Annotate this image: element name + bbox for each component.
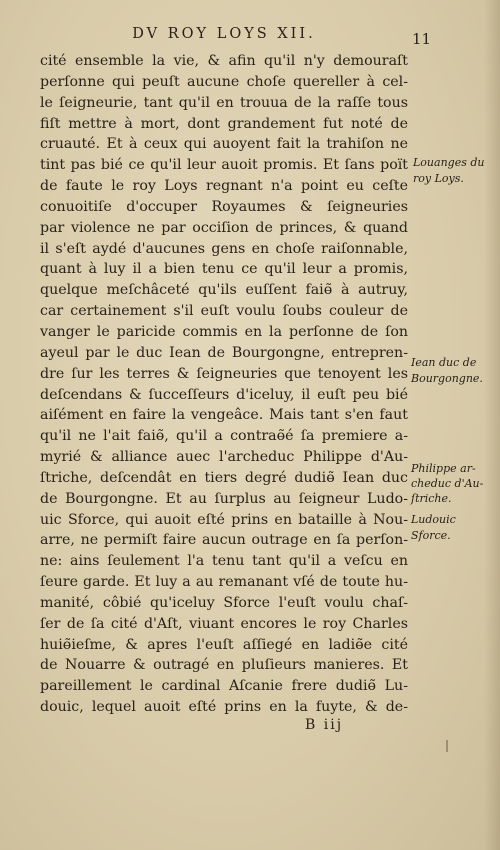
margin-note: ſtriche. (411, 492, 452, 505)
text-line: douic, lequel auoit eſté prins en la fuyte, & de- (40, 699, 408, 716)
text-line: perſonne qui peuſt aucune choſe quereller à cel- (40, 73, 408, 90)
folio-number: 11 (412, 30, 432, 48)
text-line: manité, côbié qu'iceluy Sforce l'euſt voulu chaſ- (40, 594, 408, 611)
margin-note: Iean duc de (411, 356, 477, 369)
text-line: myrié & alliance auec l'archeduc Philippe d'Au- (40, 449, 408, 466)
text-line: ayeul par le duc Iean de Bourgongne, entrepren- (40, 344, 408, 361)
text-line: ſeure garde. Et luy a au remanant vſé de toute hu- (40, 574, 408, 591)
text-line: ne: ains ſeulement l'a tenu tant qu'il a veſcu en (40, 553, 408, 570)
catchword: B iij (305, 717, 344, 733)
running-title: DV ROY LOYS XII. (132, 26, 316, 42)
text-line: tint pas bié ce qu'il leur auoit promis. Et ſans poït (40, 157, 408, 174)
text-line: aiſément en faire la vengeâce. Mais tant s'en faut (40, 407, 408, 424)
text-line: le ſeigneurie, tant qu'il en trouua de la raſſe tous (40, 94, 408, 111)
text-line: ſtriche, deſcendât en tiers degré dudiɵ̃ Iean duc (40, 469, 408, 486)
text-line: arre, ne permiſt faire aucun outrage en ſa perſon- (40, 532, 408, 549)
page-smudge (446, 740, 448, 752)
margin-note: Sforce. (411, 529, 451, 542)
text-line: de faute le roy Loys regnant n'a point eu ceſte (40, 178, 408, 195)
text-line: cité ensemble la vie, & afin qu'il n'y demouraſt (40, 53, 408, 69)
text-line: quant à luy il a bien tenu ce qu'il leur a promis, (40, 261, 408, 278)
text-line: de Bourgongne. Et au ſurplus au ſeigneur Ludo- (40, 490, 408, 507)
body-text (40, 51, 408, 718)
text-line: par violence ne par occiſion de princes, & quand (40, 219, 408, 236)
text-line: fiſt mettre à mort, dont grandement fut noté de (40, 115, 408, 132)
text-line: ſer de ſa cité d'Aſt, viuant encores le roy Charles (40, 615, 408, 632)
margin-note: cheduc d'Au- (411, 477, 484, 490)
text-line: uic Sforce, qui auoit eſté prins en bataille à Nou- (40, 511, 408, 528)
page-gutter-shadow (484, 0, 500, 850)
margin-note: Louanges du (413, 156, 485, 169)
margin-note: Philippe ar- (411, 462, 476, 475)
text-line: il s'eſt aydé d'aucunes gens en choſe raiſonnable, (40, 240, 408, 257)
text-line: car certainement s'il euſt voulu ſoubs couleur de (40, 303, 408, 320)
text-line: quelque meſchâceté qu'ils euſſent faiɵ̃ à autruy, (40, 282, 408, 299)
text-line: dre ſur les terres & ſeigneuries que tenoyent les (40, 365, 408, 382)
text-line: deſcendans & ſucceſſeurs d'iceluy, il euſt peu bié (40, 386, 408, 403)
text-line: vanger le paricide commis en la perſonne de ſon (40, 323, 408, 340)
text-line: conuoitiſe d'occuper Royaumes & ſeigneuries (40, 198, 408, 215)
margin-note: Bourgongne. (411, 372, 483, 385)
text-line: de Nouarre & outragé en pluſieurs manieres. Et (40, 657, 408, 674)
text-line: pareillement le cardinal Aſcanie frere dudiɵ̃ Lu- (40, 678, 408, 695)
margin-note: roy Loys. (413, 172, 464, 185)
text-line: qu'il ne l'ait faiɵ̃, qu'il a contraɵ̃é ſa premiere a- (40, 428, 408, 445)
text-line: huiɵ̃ieſme, & apres l'euſt aſſiegé en ladiɵ̃e cité (40, 636, 408, 653)
margin-note: Ludouic (411, 513, 456, 526)
text-line: cruauté. Et à ceux qui auoyent fait la trahiſon ne (40, 136, 408, 153)
